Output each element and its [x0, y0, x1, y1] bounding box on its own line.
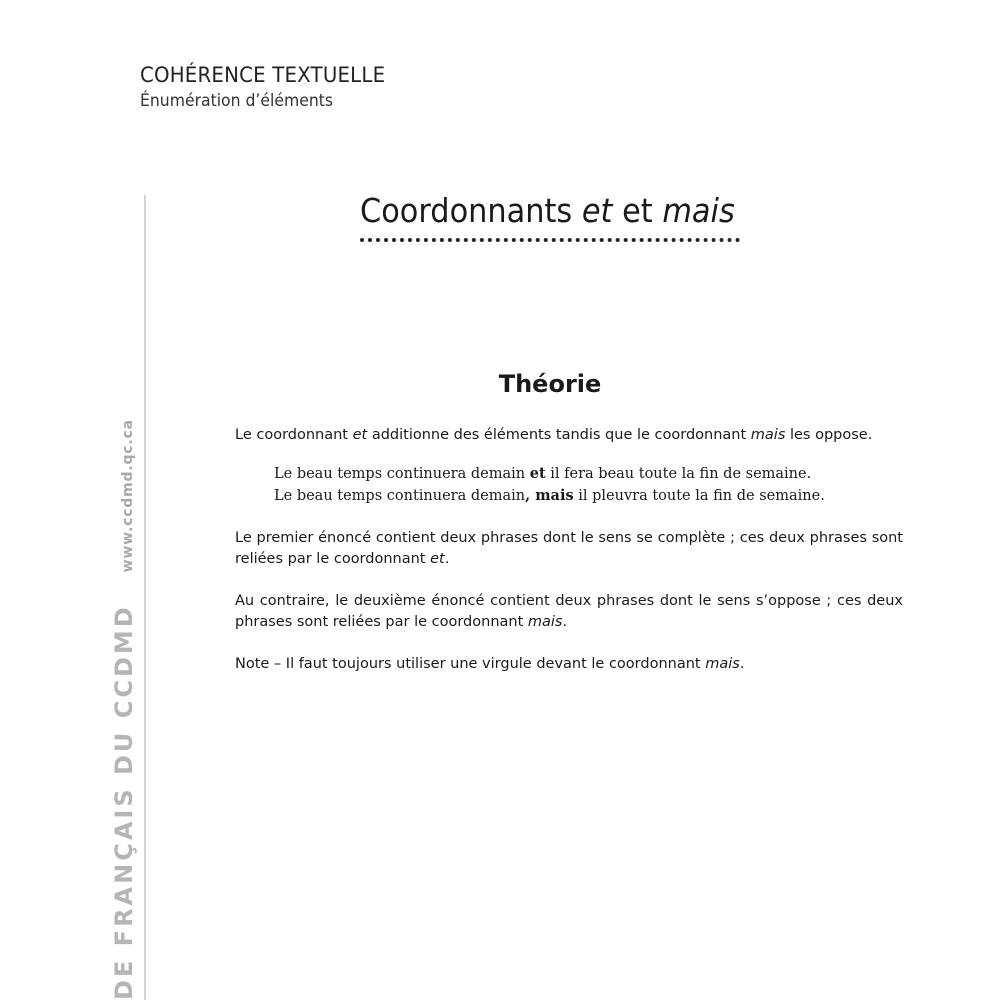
explanation-paragraph-1: Le premier énoncé contient deux phrases dont le sens se complète ; ces deux phrases sont reliées par le coordonnant et.: [235, 530, 903, 567]
side-brand-text: DE FRANÇAIS DU CCDMD: [110, 604, 138, 1000]
note-paragraph: Note – Il faut toujours utiliser une virgule devant le coordonnant mais.: [235, 656, 745, 672]
examples-block: [274, 463, 903, 507]
title-word-et: et: [581, 191, 613, 230]
side-divider: [144, 195, 146, 1000]
example-sentence: Le beau temps continuera demain, mais il pleuvra toute la fin de semaine.: [274, 487, 825, 504]
side-banner: [110, 419, 138, 1000]
title-middle: et: [612, 191, 663, 230]
section-title: COHÉRENCE TEXTUELLE: [140, 63, 386, 88]
theory-content: [235, 425, 903, 675]
example-sentence: Le beau temps continuera demain et il fera beau toute la fin de semaine.: [274, 465, 812, 482]
title-prefix: Coordonnants: [360, 191, 582, 230]
intro-paragraph: Le coordonnant et additionne des éléments tandis que le coordonnant mais les oppose.: [235, 427, 873, 443]
page-title: [360, 190, 735, 232]
document-header: [140, 62, 407, 112]
theory-heading: Théorie: [498, 370, 602, 398]
side-url-text: www.ccdmd.qc.ca: [120, 419, 136, 573]
page-title-block: [360, 190, 740, 242]
subsection-title: Énumération d’éléments: [140, 91, 334, 111]
title-dotted-rule: [360, 238, 740, 242]
explanation-paragraph-2: Au contraire, le deuxième énoncé contient deux phrases dont le sens s’oppose ; ces deux phrases sont reliées par le coordonnant mais.: [235, 593, 903, 630]
title-word-mais: mais: [662, 191, 735, 230]
